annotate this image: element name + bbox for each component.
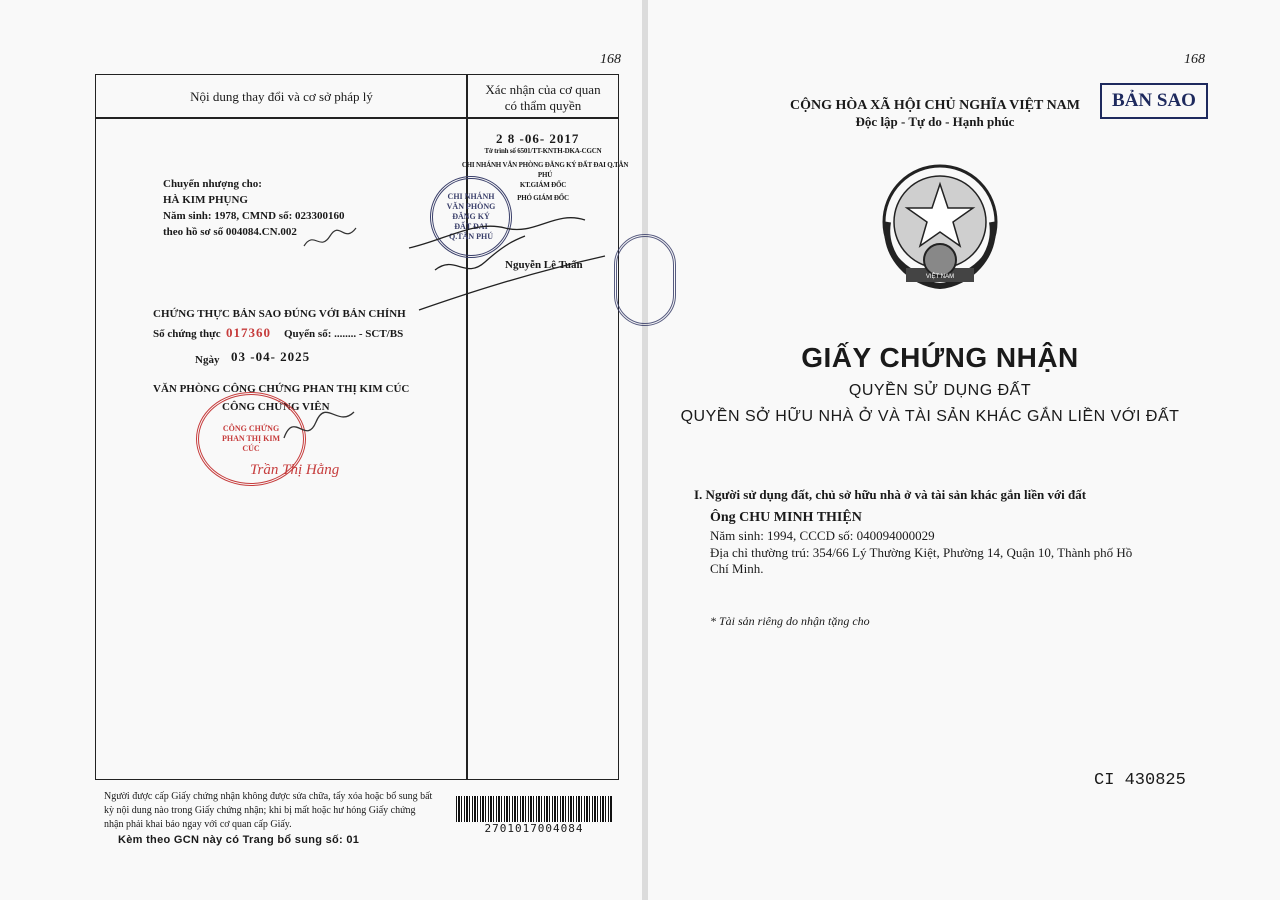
right-page-number: 168 <box>1184 52 1205 67</box>
transfer-birth: Năm sinh: 1978, CMND số: 023300160 <box>163 210 345 222</box>
certify-role: CÔNG CHỨNG VIÊN <box>222 401 330 413</box>
confirm-signer: Nguyễn Lê Tuấn <box>505 259 583 271</box>
barcode-icon <box>456 796 612 822</box>
owner-address-1: Địa chỉ thường trú: 354/66 Lý Thường Kiệt, Phường 14, Quận 10, Thành phố Hồ <box>710 545 1133 560</box>
blue-stamp-partial-icon <box>614 234 676 326</box>
transfer-line-1: Chuyển nhượng cho: <box>163 178 262 190</box>
certify-office: VĂN PHÒNG CÔNG CHỨNG PHAN THỊ KIM CÚC <box>153 383 410 395</box>
country-name: CỘNG HÒA XÃ HỘI CHỦ NGHĨA VIỆT NAM <box>789 98 1080 113</box>
serial-number: CI 430825 <box>1094 771 1186 790</box>
confirm-role-2: PHÓ GIÁM ĐỐC <box>517 194 569 202</box>
certify-number-value: 017360 <box>226 325 271 340</box>
left-page-number: 168 <box>600 52 621 67</box>
red-stamp-text: CÔNG CHỨNG PHAN THỊ KIM CÚC <box>221 424 281 453</box>
footer-attached: Kèm theo GCN này có Trang bổ sung số: 01 <box>118 834 360 846</box>
certify-date-label: Ngày <box>195 354 220 366</box>
owner-name: Ông CHU MINH THIỆN <box>710 510 862 525</box>
certificate-subtitle-1: QUYỀN SỬ DỤNG ĐẤT <box>848 382 1032 399</box>
certificate-subtitle-2: QUYỀN SỞ HỮU NHÀ Ở VÀ TÀI SẢN KHÁC GẮN LIỀN VỚI ĐẤT <box>680 408 1180 425</box>
confirm-office: CHI NHÁNH VĂN PHÒNG ĐĂNG KÝ ĐẤT ĐAI Q.TÂN PHÚ <box>461 161 629 179</box>
blue-stamp-text: CHI NHÁNH VĂN PHÒNG ĐĂNG KÝ ĐẤT ĐAI Q.TÂN PHÚ <box>446 192 496 241</box>
certify-number-label: Số chứng thực <box>153 328 221 340</box>
certify-book: Quyển số: ........ - SCT/BS <box>284 328 404 340</box>
right-page <box>648 0 1280 900</box>
transfer-signature-icon <box>300 222 360 254</box>
transfer-name: HÀ KIM PHỤNG <box>163 194 248 206</box>
asset-note: * Tài sản riêng do nhận tặng cho <box>710 614 870 628</box>
notary-signature-icon <box>280 408 360 448</box>
section-1-heading: I. Người sử dụng đất, chủ sở hữu nhà ở và tài sản khác gắn liền với đất <box>694 487 1087 502</box>
certify-line-1: CHỨNG THỰC BẢN SAO ĐÚNG VỚI BẢN CHÍNH <box>153 308 406 320</box>
col-left-header: Nội dung thay đổi và cơ sở pháp lý <box>190 89 373 104</box>
country-motto: Độc lập - Tự do - Hạnh phúc <box>855 114 1015 129</box>
copy-stamp: BẢN SAO <box>1100 83 1208 119</box>
col-right-header-1: Xác nhận của cơ quan <box>485 82 601 97</box>
certificate-title: GIẤY CHỨNG NHẬN <box>801 342 1079 373</box>
official-signature-icon <box>405 200 615 315</box>
notary-signer: Trần Thị Hằng <box>250 462 340 478</box>
owner-birth: Năm sinh: 1994, CCCD số: 040094000029 <box>710 528 935 543</box>
barcode-number: 2701017004084 <box>484 822 584 835</box>
col-right-header-2: có thẩm quyền <box>504 98 582 113</box>
transfer-file: theo hồ sơ số 004084.CN.002 <box>163 226 297 238</box>
owner-address-2: Chí Minh. <box>710 561 764 576</box>
emblem-text: VIỆT NAM <box>925 274 955 280</box>
confirm-role-1: KT.GIÁM ĐỐC <box>519 181 567 189</box>
footer-note: Người được cấp Giấy chứng nhận không được sửa chữa, tẩy xóa hoặc bổ sung bất kỳ nội dung nào trong Giấy chứng nhận; khi bị mất hoặc hư hỏng Giấy chứng nhận phải khai báo ngay với cơ quan cấp Giấy. <box>104 791 433 830</box>
confirm-date: 2 8 -06- 2017 <box>496 131 580 146</box>
confirm-ref: Tờ trình số 6501/TT-KNTH-DKA-CGCN <box>484 147 602 155</box>
table-header-divider <box>95 117 619 119</box>
certify-date-value: 03 -04- 2025 <box>231 349 311 364</box>
national-emblem-icon <box>862 156 1018 310</box>
